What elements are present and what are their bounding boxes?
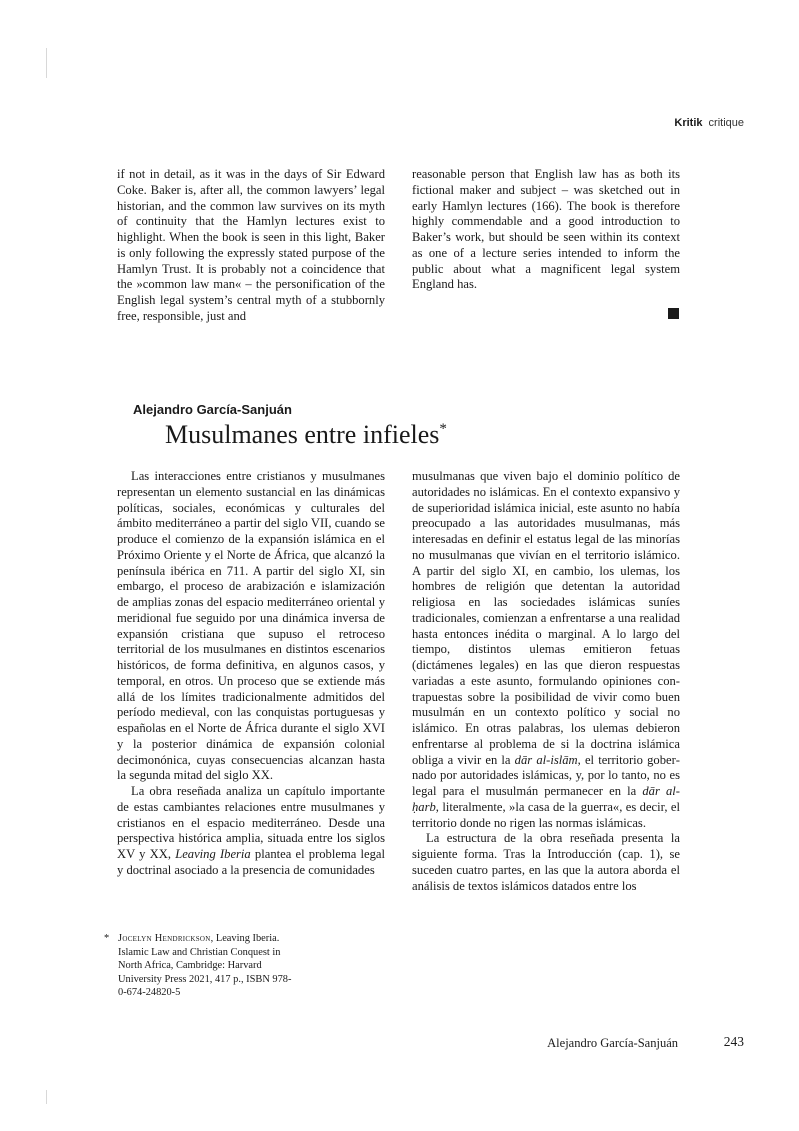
page-number: 243 — [723, 1034, 744, 1049]
paragraph — [117, 784, 385, 879]
review1-right-column — [412, 167, 680, 293]
review1-left-text: if not in detail, as it was in the days of Sir Edward Coke. Baker is, after all, the common lawyers’ legal historian, and the common law survives on its myth of continuity that the Hamlyn lectures exist to highlight. When the book is seen in this light, Baker is only following the expressly stated purpose of the Hamlyn Trust. It is probably not a coincidence that the »common law man« – the personification of the English legal system’s central myth of a stubbornly free, responsible, just and — [117, 167, 385, 323]
crop-mark — [46, 1090, 47, 1104]
review2-left-column — [117, 469, 385, 879]
crop-mark — [46, 48, 47, 78]
footnote — [104, 932, 294, 1000]
review-title-text: Musulmanes entre infieles — [165, 420, 440, 449]
subsection-label: critique — [708, 117, 744, 129]
review-author: Alejandro García-Sanjuán — [133, 402, 292, 417]
footnote-author: Jocelyn Hendrickson — [118, 933, 211, 944]
paragraph-text: plantea el problema legal y doctrinal asociado a la presencia de comunidades — [117, 847, 385, 877]
paragraph-text: La obra reseñada analiza un capítulo importante de estas cambiantes relaciones entre musulmanes y cristianos en el espacio mediterráneo. Desde una perspectiva histórica amplia, situada entre los siglos XV y XX, — [117, 784, 385, 861]
arabic-term-italic: dār al-islām — [514, 752, 578, 767]
end-of-article-mark — [668, 308, 679, 319]
review-title — [165, 420, 447, 450]
footnote-text — [118, 932, 294, 1000]
paragraph-text: , el territorio gobernado por autoridades islámicas, y, por lo tanto, no es legal para el musulmán permanecer en la — [412, 752, 680, 798]
paragraph — [412, 469, 680, 831]
footnote-citation: , Leaving Iberia. Islamic Law and Christian Conquest in North Africa, Cambridge: Harvard University Press 2021, 417 p., ISBN 978-0-674-24820-5 — [118, 933, 292, 998]
arabic-term-italic: dār al-ḥarb — [412, 784, 680, 814]
section-label: Kritik — [674, 117, 703, 129]
review1-right-text: reasonable person that English law has as both its fictional maker and subject – was sketched out in early Hamlyn lectures (166). The book is therefore highly commendable and a good introduction to Baker’s work, but should be seen within its context as one of a lecture series intended to inform the public about what a magnificent legal system England has. — [412, 167, 680, 292]
review1-left-column — [117, 167, 385, 325]
footnote-mark: * — [104, 933, 110, 944]
paragraph-text: musulmanas que viven bajo el dominio político de autoridades no islámicas. En el contexto expansivo y de superioridad islámica inicial, este asunto no había preocupado a las autoridades musulmanas, más interesadas en definir el estatus legal de las minorías no musulmanas que vivían en el territorio islámico. A partir del siglo XI, en cambio, los ulemas, los hombres de religión que detentan la autoridad religiosa en las sociedades islámicas suníes tradicionales, comienzan a enfrentarse a una realidad hasta entonces inédita o marginal. A lo largo del tiempo, distintos ulemas emitieron fetuas (dictámenes legales) en las que dieron respuestas variadas a este asunto, formulando opiniones contrapuestas sobre la posibilidad de vivir como buen musulmán en un contexto político y social no islámico. En otras palabras, los ulemas debieron enfrentarse al problema de si la doctrina islámica obliga a vivir en la — [412, 469, 680, 767]
book-title-italic: Leaving Iberia — [175, 847, 251, 861]
running-header — [674, 117, 744, 129]
paragraph: La estructura de la obra reseñada presenta la siguiente forma. Tras la Introducción (cap. 1), se suceden cuatro partes, en las que la autora aborda el análisis de textos islámicos datados entre los — [412, 831, 680, 893]
paragraph: Las interacciones entre cristianos y musulmanes representan un elemento sustancial en las dinámicas políticas, sociales, económicas y culturales del ámbito mediterráneo a partir del siglo VII, cuando se produce el comienzo de la expansión islámica en el Próximo Oriente y el Norte de África, que alcanzó la península ibérica en 711. A partir del siglo XI, sin embargo, el proceso de arabización e islamización de amplias zonas del espacio mediterráneo oriental y meridional fue seguido por una dinámica inversa de expansión cristiana que supuso el retroceso territorial de los musulmanes en distintos escenarios históricos, de forma definitiva, en algunos casos, y temporal, en otros. Un proceso que se extiende más allá de los límites tradicionalmente admitidos del período medieval, con las conquistas portuguesas y españolas en el Norte de África durante el siglo XVI y la posterior dinámica de expansión colonial decimonónica, cuyas consecuencias alcanzan hasta la segunda mitad del siglo XX. — [117, 469, 385, 783]
footer-author: Alejandro García-Sanjuán — [547, 1036, 678, 1050]
paragraph-text: , literalmente, »la casa de la guerra«, es decir, el territorio donde no rigen las normas islámicas. — [412, 799, 680, 830]
footnote-marker: * — [439, 421, 447, 437]
review2-right-column — [412, 469, 680, 894]
